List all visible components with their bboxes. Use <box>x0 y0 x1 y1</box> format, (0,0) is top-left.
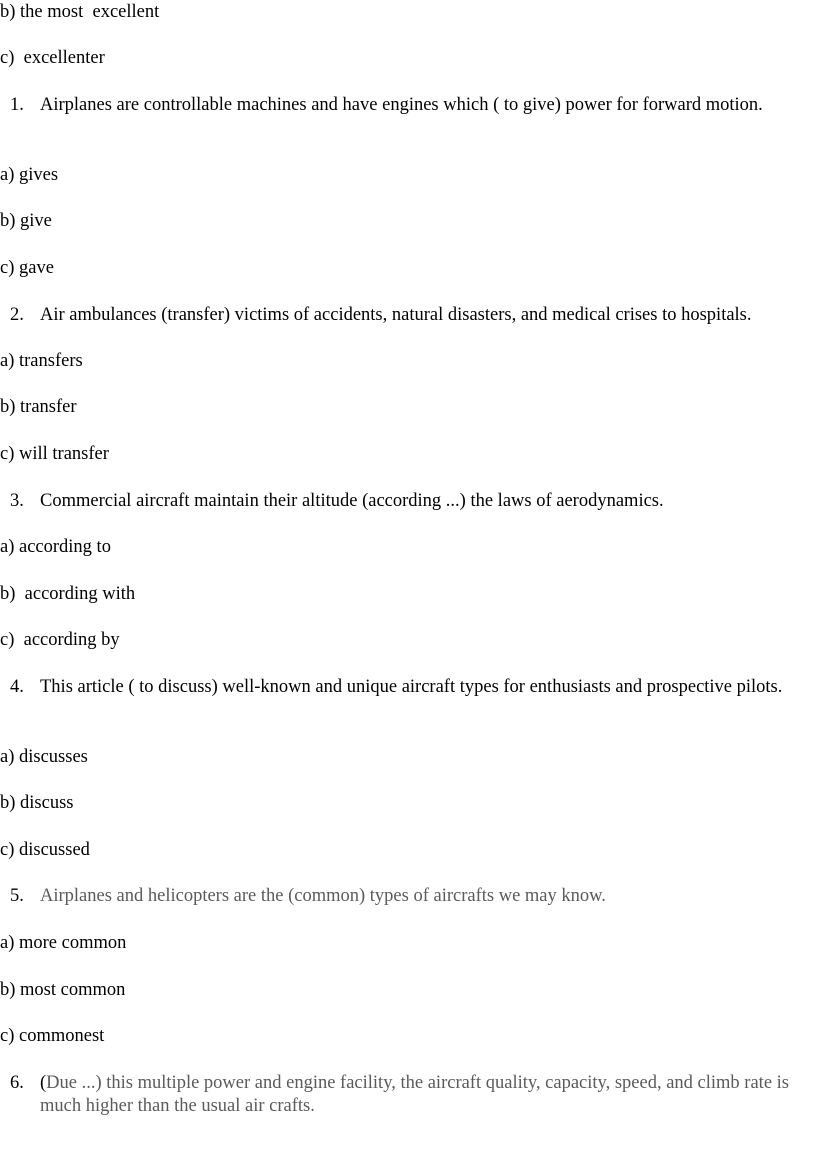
question-text: Commercial aircraft maintain their altitude (according ...) the laws of aerodynamics. <box>40 491 664 511</box>
option-a: a) more common <box>0 933 127 953</box>
option-b: b) according with <box>0 584 136 604</box>
question-number: 2. <box>10 305 24 325</box>
question-number: 1. <box>10 95 24 115</box>
option-c-fragment: c) excellenter <box>0 48 105 68</box>
question-text: Air ambulances (transfer) victims of accidents, natural disasters, and medical crises to hospitals. <box>40 305 752 325</box>
option-b: b) most common <box>0 980 126 1000</box>
option-c: c) will transfer <box>0 444 109 464</box>
question-text <box>40 1072 810 1118</box>
option-a: a) according to <box>0 537 111 557</box>
question-text: Airplanes are controllable machines and have engines which ( to give) power for forward motion. <box>40 95 763 115</box>
question-text-open-paren: ( <box>40 1073 47 1093</box>
option-a: a) gives <box>0 165 59 185</box>
option-c: c) according by <box>0 630 120 650</box>
question-number: 5. <box>10 886 24 906</box>
question-number: 6. <box>10 1073 24 1093</box>
question-number: 3. <box>10 491 24 511</box>
option-b: b) transfer <box>0 397 77 417</box>
option-b-fragment: b) the most excellent <box>0 2 160 22</box>
question-number: 4. <box>10 677 24 697</box>
option-b: b) discuss <box>0 793 74 813</box>
question-text-rest: Due ...) this multiple power and engine facility, the aircraft quality, capacity, speed, and climb rate is much higher than the usual air crafts. <box>40 1073 789 1116</box>
option-a: a) discusses <box>0 747 88 767</box>
question-text: This article ( to discuss) well-known and unique aircraft types for enthusiasts and prospective pilots. <box>40 677 783 697</box>
option-a: a) transfers <box>0 351 83 371</box>
question-text: Airplanes and helicopters are the (common) types of aircrafts we may know. <box>40 886 606 906</box>
option-c: c) gave <box>0 258 54 278</box>
option-c: c) commonest <box>0 1026 105 1046</box>
option-b: b) give <box>0 211 52 231</box>
option-c: c) discussed <box>0 840 90 860</box>
